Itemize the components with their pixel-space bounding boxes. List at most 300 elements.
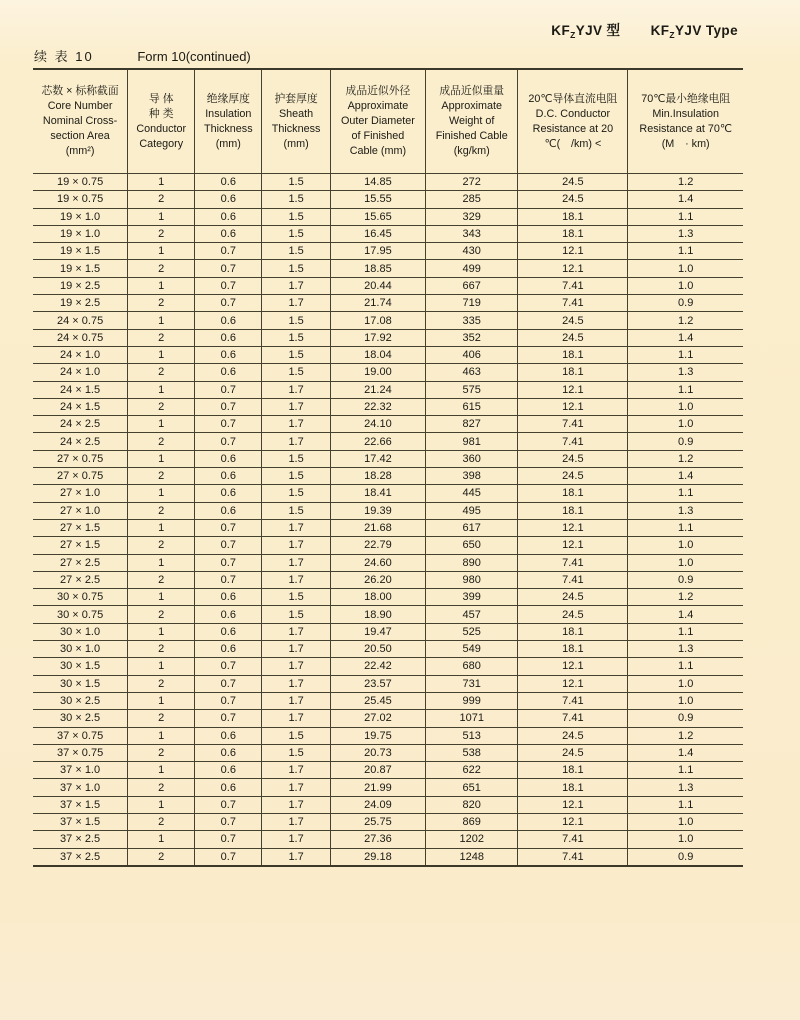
table-row bbox=[33, 485, 743, 502]
table-cell: 499 bbox=[426, 260, 518, 277]
table-cell: 21.24 bbox=[330, 381, 425, 398]
table-cell: 538 bbox=[426, 744, 518, 761]
table-cell: 1.1 bbox=[628, 623, 743, 640]
table-cell: 1.2 bbox=[628, 450, 743, 467]
table-cell: 0.6 bbox=[195, 485, 262, 502]
table-cell: 27 × 0.75 bbox=[33, 468, 128, 485]
table-cell: 615 bbox=[426, 398, 518, 415]
table-cell: 1.3 bbox=[628, 225, 743, 242]
table-row bbox=[33, 848, 743, 866]
table-cell: 0.6 bbox=[195, 208, 262, 225]
table-cell: 1.7 bbox=[262, 416, 330, 433]
table-cell: 890 bbox=[426, 554, 518, 571]
table-cell: 22.32 bbox=[330, 398, 425, 415]
table-cell: 999 bbox=[426, 692, 518, 709]
table-row bbox=[33, 225, 743, 242]
table-cell: 1.5 bbox=[262, 589, 330, 606]
table-cell: 1.5 bbox=[262, 225, 330, 242]
table-cell: 1.2 bbox=[628, 727, 743, 744]
table-cell: 1 bbox=[128, 174, 195, 191]
table-row bbox=[33, 277, 743, 294]
table-cell: 0.6 bbox=[195, 727, 262, 744]
table-row bbox=[33, 762, 743, 779]
table-cell: 20.73 bbox=[330, 744, 425, 761]
table-cell: 1.5 bbox=[262, 312, 330, 329]
table-cell: 1.3 bbox=[628, 502, 743, 519]
table-cell: 7.41 bbox=[518, 692, 628, 709]
table-cell: 30 × 1.5 bbox=[33, 658, 128, 675]
table-cell: 1.1 bbox=[628, 381, 743, 398]
table-cell: 30 × 2.5 bbox=[33, 710, 128, 727]
table-cell: 24.5 bbox=[518, 589, 628, 606]
table-cell: 445 bbox=[426, 485, 518, 502]
table-cell: 1 bbox=[128, 416, 195, 433]
table-cell: 0.7 bbox=[195, 831, 262, 848]
table-cell: 24.5 bbox=[518, 312, 628, 329]
table-cell: 680 bbox=[426, 658, 518, 675]
table-cell: 1.7 bbox=[262, 641, 330, 658]
model-subscript: Z bbox=[570, 30, 576, 40]
table-cell: 1.1 bbox=[628, 762, 743, 779]
table-cell: 0.9 bbox=[628, 571, 743, 588]
table-row bbox=[33, 260, 743, 277]
table-cell: 0.6 bbox=[195, 744, 262, 761]
table-cell: 398 bbox=[426, 468, 518, 485]
table-cell: 0.7 bbox=[195, 381, 262, 398]
table-cell: 1.7 bbox=[262, 813, 330, 830]
table-cell: 0.7 bbox=[195, 813, 262, 830]
table-cell: 430 bbox=[426, 243, 518, 260]
table-cell: 0.7 bbox=[195, 433, 262, 450]
header-cell-insulation-thickness: 绝缘厚度 Insulation Thickness (mm) bbox=[195, 69, 262, 174]
table-cell: 24 × 1.0 bbox=[33, 364, 128, 381]
table-cell: 0.6 bbox=[195, 502, 262, 519]
table-cell: 37 × 0.75 bbox=[33, 744, 128, 761]
table-cell: 1 bbox=[128, 796, 195, 813]
table-cell: 30 × 0.75 bbox=[33, 606, 128, 623]
table-cell: 1.5 bbox=[262, 174, 330, 191]
table-cell: 0.7 bbox=[195, 675, 262, 692]
table-cell: 0.7 bbox=[195, 295, 262, 312]
table-cell: 22.79 bbox=[330, 537, 425, 554]
table-cell: 19.00 bbox=[330, 364, 425, 381]
table-cell: 15.65 bbox=[330, 208, 425, 225]
table-cell: 1.7 bbox=[262, 762, 330, 779]
table-cell: 30 × 1.5 bbox=[33, 675, 128, 692]
table-cell: 7.41 bbox=[518, 571, 628, 588]
table-cell: 1.3 bbox=[628, 779, 743, 796]
table-cell: 2 bbox=[128, 260, 195, 277]
table-cell: 24.5 bbox=[518, 727, 628, 744]
table-cell: 0.7 bbox=[195, 398, 262, 415]
table-cell: 1.0 bbox=[628, 398, 743, 415]
table-cell: 12.1 bbox=[518, 813, 628, 830]
table-cell: 1.7 bbox=[262, 381, 330, 398]
table-cell: 0.7 bbox=[195, 848, 262, 866]
table-cell: 0.6 bbox=[195, 174, 262, 191]
table-cell: 1.7 bbox=[262, 658, 330, 675]
table-cell: 2 bbox=[128, 537, 195, 554]
table-cell: 30 × 1.0 bbox=[33, 623, 128, 640]
table-cell: 1.5 bbox=[262, 450, 330, 467]
table-cell: 37 × 1.5 bbox=[33, 796, 128, 813]
table-cell: 37 × 2.5 bbox=[33, 848, 128, 866]
table-row bbox=[33, 831, 743, 848]
table-cell: 1.5 bbox=[262, 485, 330, 502]
table-cell: 24.5 bbox=[518, 606, 628, 623]
table-cell: 18.1 bbox=[518, 502, 628, 519]
table-cell: 1.5 bbox=[262, 364, 330, 381]
table-cell: 1071 bbox=[426, 710, 518, 727]
table-cell: 22.42 bbox=[330, 658, 425, 675]
table-row bbox=[33, 174, 743, 191]
table-cell: 457 bbox=[426, 606, 518, 623]
table-row bbox=[33, 796, 743, 813]
table-cell: 2 bbox=[128, 675, 195, 692]
table-cell: 7.41 bbox=[518, 295, 628, 312]
table-cell: 24.5 bbox=[518, 744, 628, 761]
table-cell: 869 bbox=[426, 813, 518, 830]
header-cell-sheath-thickness: 护套厚度 Sheath Thickness (mm) bbox=[262, 69, 330, 174]
table-cell: 651 bbox=[426, 779, 518, 796]
table-cell: 1.0 bbox=[628, 260, 743, 277]
table-cell: 0.7 bbox=[195, 554, 262, 571]
table-cell: 1.1 bbox=[628, 796, 743, 813]
table-row bbox=[33, 433, 743, 450]
table-cell: 1.1 bbox=[628, 243, 743, 260]
table-cell: 25.75 bbox=[330, 813, 425, 830]
table-cell: 1 bbox=[128, 381, 195, 398]
table-cell: 18.41 bbox=[330, 485, 425, 502]
table-cell: 2 bbox=[128, 744, 195, 761]
table-cell: 1.5 bbox=[262, 243, 330, 260]
table-cell: 7.41 bbox=[518, 277, 628, 294]
table-cell: 24.5 bbox=[518, 174, 628, 191]
table-cell: 0.7 bbox=[195, 710, 262, 727]
header-cell-weight: 成品近似重量 Approximate Weight of Finished Cable (kg/km) bbox=[426, 69, 518, 174]
table-cell: 0.7 bbox=[195, 692, 262, 709]
table-cell: 1.7 bbox=[262, 779, 330, 796]
table-cell: 18.85 bbox=[330, 260, 425, 277]
table-cell: 1202 bbox=[426, 831, 518, 848]
table-row bbox=[33, 295, 743, 312]
table-cell: 1.5 bbox=[262, 468, 330, 485]
header-row bbox=[33, 69, 743, 174]
table-cell: 12.1 bbox=[518, 519, 628, 536]
table-cell: 19 × 2.5 bbox=[33, 277, 128, 294]
table-cell: 19.75 bbox=[330, 727, 425, 744]
table-cell: 0.7 bbox=[195, 796, 262, 813]
table-row bbox=[33, 710, 743, 727]
table-row bbox=[33, 243, 743, 260]
table-cell: 1.4 bbox=[628, 191, 743, 208]
table-cell: 19 × 0.75 bbox=[33, 174, 128, 191]
table-cell: 2 bbox=[128, 468, 195, 485]
table-cell: 37 × 2.5 bbox=[33, 831, 128, 848]
table-cell: 14.85 bbox=[330, 174, 425, 191]
table-cell: 1.5 bbox=[262, 346, 330, 363]
header-cell-dc-resistance: 20℃导体直流电阻 D.C. Conductor Resistance at 20 ℃( /km) < bbox=[518, 69, 628, 174]
table-row bbox=[33, 346, 743, 363]
table-row bbox=[33, 329, 743, 346]
table-cell: 1.0 bbox=[628, 692, 743, 709]
table-cell: 1.7 bbox=[262, 796, 330, 813]
table-cell: 1.5 bbox=[262, 727, 330, 744]
model-type-heading bbox=[551, 19, 738, 40]
table-cell: 1.1 bbox=[628, 346, 743, 363]
table-cell: 19 × 1.0 bbox=[33, 208, 128, 225]
table-cell: 18.1 bbox=[518, 623, 628, 640]
table-cell: 17.42 bbox=[330, 450, 425, 467]
table-cell: 7.41 bbox=[518, 433, 628, 450]
table-row bbox=[33, 692, 743, 709]
table-cell: 27 × 1.0 bbox=[33, 502, 128, 519]
table-cell: 525 bbox=[426, 623, 518, 640]
table-cell: 0.6 bbox=[195, 641, 262, 658]
table-cell: 19 × 1.5 bbox=[33, 260, 128, 277]
table-cell: 1248 bbox=[426, 848, 518, 866]
table-cell: 1.2 bbox=[628, 589, 743, 606]
table-cell: 0.6 bbox=[195, 312, 262, 329]
table-cell: 0.6 bbox=[195, 623, 262, 640]
table-cell: 272 bbox=[426, 174, 518, 191]
table-cell: 2 bbox=[128, 433, 195, 450]
table-cell: 343 bbox=[426, 225, 518, 242]
table-cell: 29.18 bbox=[330, 848, 425, 866]
table-cell: 1 bbox=[128, 658, 195, 675]
table-cell: 19.39 bbox=[330, 502, 425, 519]
table-cell: 617 bbox=[426, 519, 518, 536]
table-cell: 27 × 2.5 bbox=[33, 571, 128, 588]
table-cell: 0.6 bbox=[195, 779, 262, 796]
table-cell: 1.0 bbox=[628, 537, 743, 554]
table-cell: 980 bbox=[426, 571, 518, 588]
table-row bbox=[33, 416, 743, 433]
table-cell: 0.7 bbox=[195, 416, 262, 433]
table-cell: 513 bbox=[426, 727, 518, 744]
table-cell: 0.7 bbox=[195, 571, 262, 588]
table-cell: 1.0 bbox=[628, 554, 743, 571]
table-cell: 2 bbox=[128, 502, 195, 519]
table-cell: 2 bbox=[128, 571, 195, 588]
table-cell: 18.28 bbox=[330, 468, 425, 485]
table-cell: 18.1 bbox=[518, 225, 628, 242]
model-label-en: $KF_ZYJV$ Type bbox=[650, 23, 738, 40]
table-row bbox=[33, 606, 743, 623]
table-cell: 0.7 bbox=[195, 260, 262, 277]
table-cell: 1 bbox=[128, 485, 195, 502]
table-row bbox=[33, 398, 743, 415]
table-cell: 1 bbox=[128, 762, 195, 779]
table-cell: 1 bbox=[128, 519, 195, 536]
table-row bbox=[33, 312, 743, 329]
table-cell: 12.1 bbox=[518, 658, 628, 675]
table-cell: 2 bbox=[128, 191, 195, 208]
table-cell: 1.5 bbox=[262, 606, 330, 623]
table-cell: 7.41 bbox=[518, 848, 628, 866]
table-cell: 1.1 bbox=[628, 658, 743, 675]
table-cell: 2 bbox=[128, 398, 195, 415]
table-cell: 1.7 bbox=[262, 398, 330, 415]
table-cell: 0.9 bbox=[628, 433, 743, 450]
table-row bbox=[33, 641, 743, 658]
table-cell: 7.41 bbox=[518, 416, 628, 433]
table-cell: 12.1 bbox=[518, 675, 628, 692]
table-cell: 27 × 1.0 bbox=[33, 485, 128, 502]
table-cell: 19 × 1.0 bbox=[33, 225, 128, 242]
table-cell: 827 bbox=[426, 416, 518, 433]
table-cell: 1.7 bbox=[262, 675, 330, 692]
table-cell: 1.0 bbox=[628, 831, 743, 848]
table-cell: 37 × 1.0 bbox=[33, 779, 128, 796]
table-cell: 1.3 bbox=[628, 364, 743, 381]
table-cell: 1.0 bbox=[628, 277, 743, 294]
table-cell: 18.04 bbox=[330, 346, 425, 363]
table-cell: 7.41 bbox=[518, 554, 628, 571]
table-cell: 24.10 bbox=[330, 416, 425, 433]
table-row bbox=[33, 658, 743, 675]
table-cell: 1 bbox=[128, 692, 195, 709]
table-row bbox=[33, 589, 743, 606]
table-cell: 37 × 1.0 bbox=[33, 762, 128, 779]
table-cell: 0.7 bbox=[195, 537, 262, 554]
table-cell: 0.9 bbox=[628, 710, 743, 727]
table-cell: 24 × 2.5 bbox=[33, 416, 128, 433]
table-cell: 0.6 bbox=[195, 225, 262, 242]
table-cell: 2 bbox=[128, 295, 195, 312]
table-cell: 1 bbox=[128, 450, 195, 467]
table-cell: 1.1 bbox=[628, 519, 743, 536]
table-cell: 1.7 bbox=[262, 831, 330, 848]
table-row bbox=[33, 571, 743, 588]
table-cell: 1.7 bbox=[262, 433, 330, 450]
table-cell: 0.7 bbox=[195, 277, 262, 294]
table-cell: 1 bbox=[128, 727, 195, 744]
table-cell: 12.1 bbox=[518, 796, 628, 813]
table-cell: 1 bbox=[128, 208, 195, 225]
table-cell: 24.5 bbox=[518, 329, 628, 346]
table-cell: 24 × 1.0 bbox=[33, 346, 128, 363]
table-cell: 24.09 bbox=[330, 796, 425, 813]
table-cell: 19 × 0.75 bbox=[33, 191, 128, 208]
table-cell: 18.1 bbox=[518, 779, 628, 796]
table-cell: 12.1 bbox=[518, 260, 628, 277]
table-cell: 1 bbox=[128, 346, 195, 363]
table-cell: 0.6 bbox=[195, 364, 262, 381]
table-cell: 27 × 1.5 bbox=[33, 519, 128, 536]
table-cell: 27.36 bbox=[330, 831, 425, 848]
table-cell: 2 bbox=[128, 710, 195, 727]
table-cell: 12.1 bbox=[518, 537, 628, 554]
table-cell: 406 bbox=[426, 346, 518, 363]
table-cell: 0.7 bbox=[195, 243, 262, 260]
table-cell: 1.0 bbox=[628, 675, 743, 692]
table-row bbox=[33, 191, 743, 208]
table-row bbox=[33, 554, 743, 571]
table-cell: 1.7 bbox=[262, 537, 330, 554]
table-cell: 0.6 bbox=[195, 468, 262, 485]
table-cell: 1.4 bbox=[628, 606, 743, 623]
table-cell: 1.1 bbox=[628, 208, 743, 225]
caption-continued-table-cn: 续 表 10 bbox=[34, 49, 94, 64]
table-cell: 27.02 bbox=[330, 710, 425, 727]
table-cell: 1 bbox=[128, 312, 195, 329]
table-cell: 30 × 1.0 bbox=[33, 641, 128, 658]
table-cell: 2 bbox=[128, 329, 195, 346]
table-cell: 1 bbox=[128, 831, 195, 848]
table-cell: 1 bbox=[128, 554, 195, 571]
table-cell: 1.0 bbox=[628, 416, 743, 433]
header-cell-outer-diameter: 成品近似外径 Approximate Outer Diameter of Finished Cable (mm) bbox=[330, 69, 425, 174]
table-cell: 1.5 bbox=[262, 191, 330, 208]
table-cell: 20.50 bbox=[330, 641, 425, 658]
table-row bbox=[33, 813, 743, 830]
table-cell: 399 bbox=[426, 589, 518, 606]
table-cell: 1 bbox=[128, 243, 195, 260]
table-cell: 30 × 0.75 bbox=[33, 589, 128, 606]
table-row bbox=[33, 381, 743, 398]
table-cell: 0.7 bbox=[195, 658, 262, 675]
table-cell: 1.5 bbox=[262, 208, 330, 225]
table-cell: 1.7 bbox=[262, 519, 330, 536]
table-cell: 2 bbox=[128, 641, 195, 658]
table-cell: 22.66 bbox=[330, 433, 425, 450]
table-cell: 12.1 bbox=[518, 243, 628, 260]
table-cell: 24 × 1.5 bbox=[33, 381, 128, 398]
table-cell: 1 bbox=[128, 589, 195, 606]
header-cell-core-size: 芯数 × 标称截面 Core Number Nominal Cross- section Area (mm²) bbox=[33, 69, 128, 174]
table-cell: 352 bbox=[426, 329, 518, 346]
table-cell: 575 bbox=[426, 381, 518, 398]
table-cell: 549 bbox=[426, 641, 518, 658]
table-row bbox=[33, 468, 743, 485]
table-cell: 24.5 bbox=[518, 450, 628, 467]
table-cell: 0.7 bbox=[195, 519, 262, 536]
table-row bbox=[33, 208, 743, 225]
table-cell: 1.2 bbox=[628, 174, 743, 191]
table-cell: 24 × 0.75 bbox=[33, 329, 128, 346]
table-cell: 37 × 0.75 bbox=[33, 727, 128, 744]
table-cell: 19 × 1.5 bbox=[33, 243, 128, 260]
table-cell: 2 bbox=[128, 779, 195, 796]
table-cell: 1.7 bbox=[262, 277, 330, 294]
table-row bbox=[33, 744, 743, 761]
table-row bbox=[33, 502, 743, 519]
table-cell: 1.5 bbox=[262, 502, 330, 519]
table-cell: 0.6 bbox=[195, 191, 262, 208]
table-cell: 0.6 bbox=[195, 450, 262, 467]
table-cell: 0.6 bbox=[195, 346, 262, 363]
table-cell: 24.5 bbox=[518, 191, 628, 208]
caption-continued-table-en: Form 10(continued) bbox=[137, 49, 251, 64]
table-cell: 1.0 bbox=[628, 813, 743, 830]
table-cell: 21.68 bbox=[330, 519, 425, 536]
table-cell: 2 bbox=[128, 813, 195, 830]
table-cell: 12.1 bbox=[518, 398, 628, 415]
table-row bbox=[33, 727, 743, 744]
table-cell: 18.1 bbox=[518, 641, 628, 658]
table-cell: 1.7 bbox=[262, 571, 330, 588]
table-cell: 16.45 bbox=[330, 225, 425, 242]
cable-spec-table bbox=[33, 68, 743, 867]
table-cell: 2 bbox=[128, 364, 195, 381]
table-cell: 18.1 bbox=[518, 485, 628, 502]
table-cell: 0.6 bbox=[195, 329, 262, 346]
table-cell: 0.6 bbox=[195, 606, 262, 623]
table-cell: 19 × 2.5 bbox=[33, 295, 128, 312]
table-cell: 17.95 bbox=[330, 243, 425, 260]
table-cell: 0.9 bbox=[628, 295, 743, 312]
